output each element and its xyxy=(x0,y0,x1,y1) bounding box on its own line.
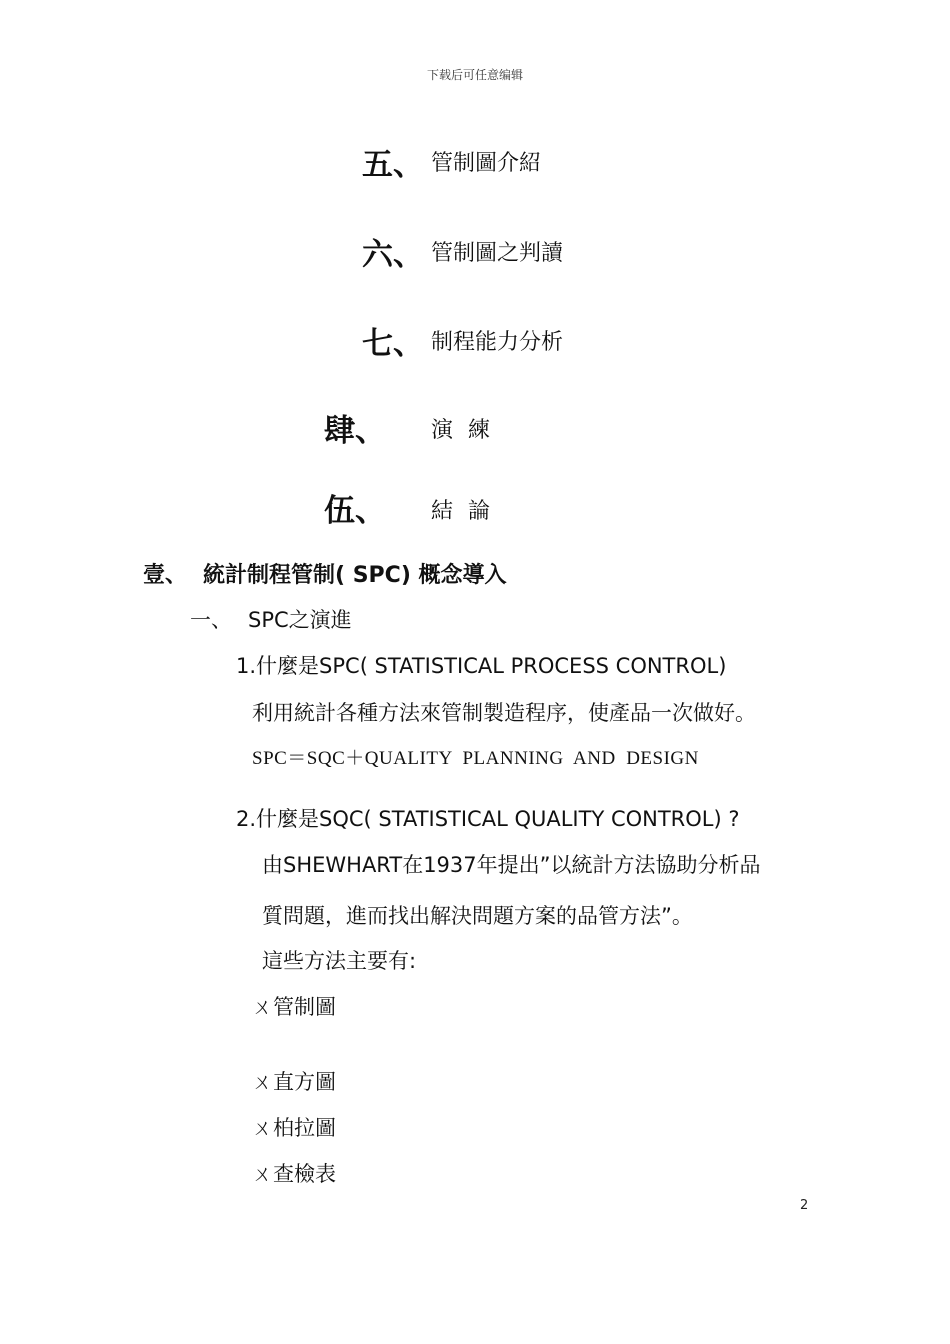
toc-item-5: 管制圖介紹 xyxy=(431,151,542,176)
question-1-description: 利用統計各種方法來管制製造程序，使產品一次做好。 xyxy=(252,701,756,725)
section-title: 統計制程管制( SPC) 概念導入 xyxy=(203,563,507,588)
page-number: 2 xyxy=(800,1198,809,1213)
toc-number-7: 七、 xyxy=(362,326,424,362)
method-check-sheet: ㄨ查檢表 xyxy=(252,1162,336,1186)
subsection-title: SPC之演進 xyxy=(248,608,352,632)
spc-formula: SPC＝SQC＋QUALITY PLANNING AND DESIGN xyxy=(252,748,699,769)
question-1-title: 1.什麼是SPC( STATISTICAL PROCESS CONTROL) xyxy=(236,654,727,678)
subsection-number: 一、 xyxy=(190,608,232,632)
toc-item-7: 制程能力分析 xyxy=(431,330,564,355)
method-pareto-chart: ㄨ柏拉圖 xyxy=(252,1116,336,1140)
toc-item-conclusion: 結 論 xyxy=(431,499,494,524)
question-2-title: 2.什麼是SQC( STATISTICAL QUALITY CONTROL) ? xyxy=(236,807,740,831)
toc-number-4: 肆、 xyxy=(324,413,386,449)
toc-number-5: 五、 xyxy=(362,147,424,183)
toc-item-6: 管制圖之判讀 xyxy=(431,241,564,266)
toc-number-6: 六、 xyxy=(362,237,424,273)
question-2-line-1: 由SHEWHART在1937年提出”以統計方法協助分析品 xyxy=(262,853,761,877)
method-control-chart: ㄨ管制圖 xyxy=(252,995,336,1019)
toc-item-exercise: 演 練 xyxy=(431,418,494,443)
method-histogram: ㄨ直方圖 xyxy=(252,1070,336,1094)
toc-number-5-chapter: 伍、 xyxy=(324,493,386,529)
section-number: 壹、 xyxy=(143,563,188,588)
page-header: 下载后可任意编辑 xyxy=(426,68,523,82)
question-2-line-3: 這些方法主要有: xyxy=(262,949,417,973)
question-2-line-2: 質問題，進而找出解決問題方案的品管方法”。 xyxy=(262,904,693,928)
